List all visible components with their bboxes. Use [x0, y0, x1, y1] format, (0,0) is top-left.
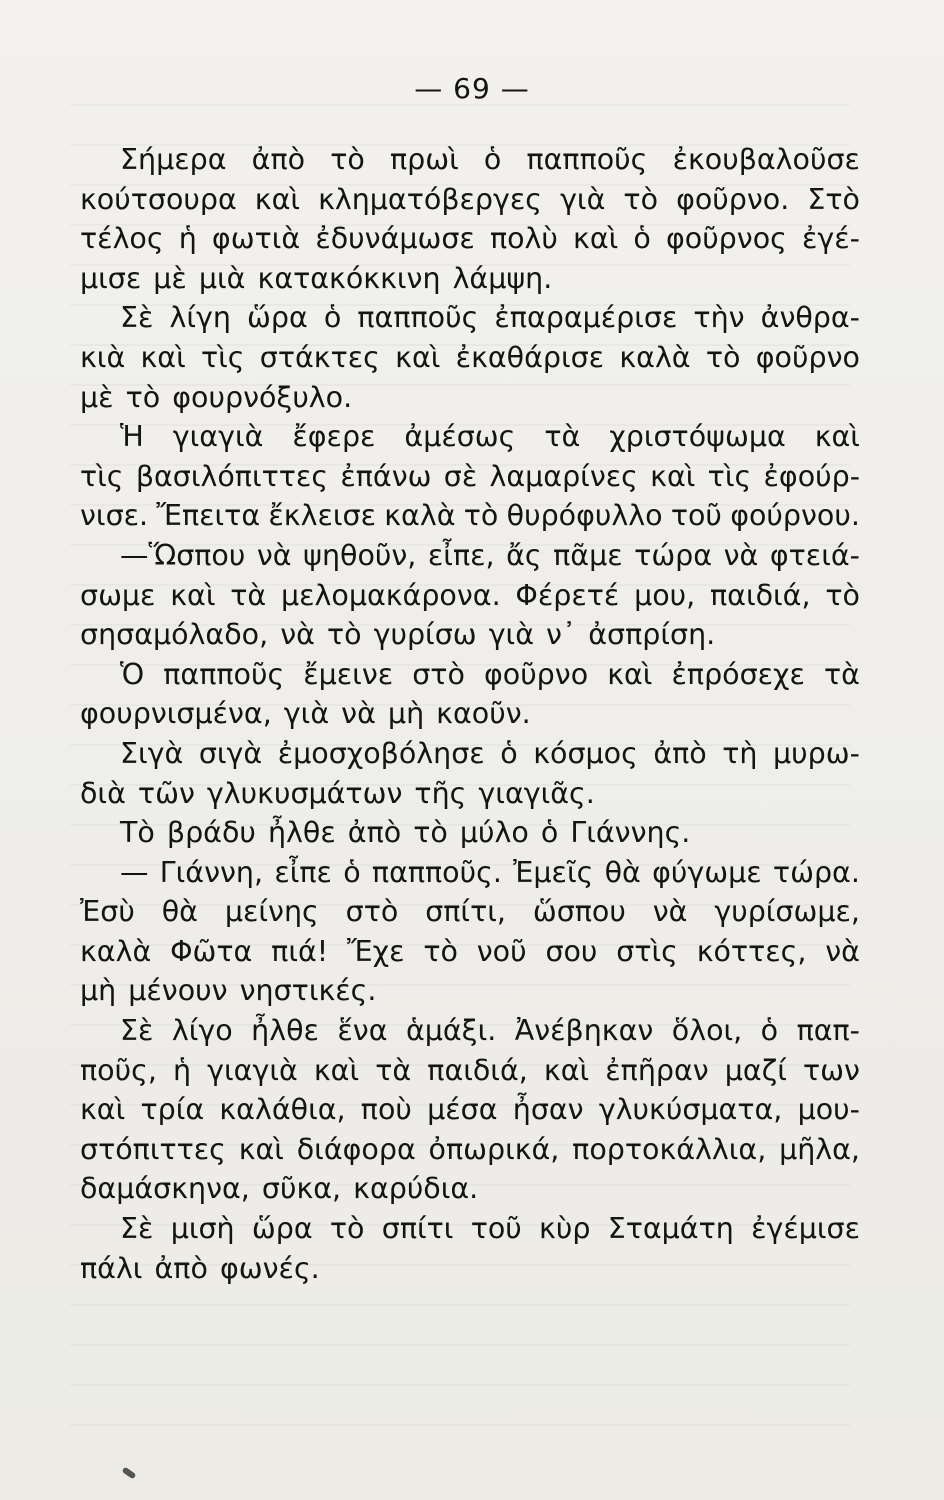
- text-line: πάλι ἀπὸ φωνές.: [80, 1251, 320, 1285]
- word: Σὲ: [120, 301, 154, 335]
- text-line: [80, 338, 860, 378]
- word: καὶ: [573, 222, 619, 256]
- word: ὥρα: [251, 1212, 313, 1246]
- text-line: [80, 496, 860, 536]
- text-line: σησαμόλαδο, νὰ τὸ γυρίσω γιὰ ν᾽ ἀσπρίση.: [80, 618, 716, 652]
- word: —: [120, 855, 149, 889]
- word: ἦλθε: [251, 1014, 319, 1048]
- word: γιαγιὰ: [172, 420, 264, 454]
- word: φοῦρνο.: [676, 182, 790, 216]
- word: Σταμάτη: [607, 1212, 734, 1246]
- word: ἐφούρ-: [763, 459, 860, 493]
- word: καὶ: [543, 1053, 590, 1087]
- word: καλὰ: [619, 340, 691, 374]
- text-line: φουρνισμένα, γιὰ νὰ μὴ καοῦν.: [80, 697, 531, 731]
- word: μυρω-: [773, 736, 860, 770]
- word: φωτιὰ: [211, 222, 301, 256]
- word: κληματόβεργες: [318, 182, 543, 216]
- word: γιὰ: [560, 182, 606, 216]
- word: ἔφερε: [292, 420, 376, 454]
- word: Σὲ: [120, 1014, 154, 1048]
- word: γυρίσωμε,: [714, 895, 860, 929]
- word: μου-: [797, 1093, 860, 1127]
- word: Ἡ: [120, 420, 144, 454]
- word: τοῦ: [470, 1212, 522, 1246]
- text-line: [80, 853, 860, 893]
- word: μέσα: [427, 1093, 498, 1127]
- body-text: [80, 140, 860, 1288]
- text-line: διὰ τῶν γλυκυσμάτων τῆς γιαγιᾶς.: [80, 776, 595, 810]
- word: ἦσαν: [512, 1093, 584, 1127]
- text-line: μὴ μένουν νηστικές.: [80, 974, 377, 1008]
- word: τὰ: [230, 578, 267, 612]
- word: παπποῦς: [163, 657, 285, 691]
- word: τὶς: [201, 340, 245, 374]
- word: Ἐμεῖς: [513, 855, 594, 889]
- page-number: — 69 —: [414, 72, 530, 105]
- word: ἐκουβαλοῦσε: [672, 143, 860, 176]
- word: καὶ: [80, 1093, 126, 1127]
- word: ἡ: [172, 1053, 192, 1087]
- text-line: [80, 536, 860, 576]
- word: τὸ: [705, 340, 741, 374]
- text-line: [80, 1130, 860, 1170]
- word: ἐπρόσεχε: [671, 657, 805, 691]
- text-line: Τὸ βράδυ ἦλθε ἀπὸ τὸ μύλο ὁ Γιάννης.: [120, 816, 691, 850]
- text-line: [80, 219, 860, 259]
- word: ψηθοῦν,: [303, 538, 417, 572]
- word: τὸ: [329, 1212, 365, 1246]
- word: Στὸ: [807, 182, 860, 216]
- word: τὰ: [824, 657, 860, 691]
- word: τὶς: [80, 459, 124, 493]
- word: στάκτες: [259, 340, 380, 374]
- text-line: [80, 734, 860, 774]
- word: ἐπάνω: [340, 459, 432, 493]
- word: φούρνου.: [730, 499, 860, 533]
- text-line: [80, 457, 860, 497]
- word: ὁ: [760, 1014, 779, 1048]
- word: χριστόψωμα: [609, 420, 786, 454]
- word: ἔκλεισε: [268, 499, 376, 533]
- word: καὶ: [254, 182, 301, 216]
- word: τρία: [140, 1093, 205, 1127]
- word: ὁ: [343, 855, 361, 889]
- word: ἐγέ-: [801, 222, 860, 256]
- word: καὶ: [395, 340, 441, 374]
- word: λίγη: [169, 301, 231, 335]
- word: ἔμεινε: [303, 657, 394, 691]
- word: τὸ: [330, 143, 365, 176]
- word: μαζί: [724, 1053, 787, 1087]
- word: τὸ: [825, 578, 860, 612]
- word: τὰ: [544, 420, 581, 454]
- text-line: [80, 892, 860, 932]
- text-line: [80, 1209, 860, 1249]
- word: τοῦ: [670, 499, 722, 533]
- word: Φῶτα: [170, 934, 253, 968]
- word: σπίτι,: [425, 895, 506, 929]
- word: καλὰ: [80, 934, 152, 968]
- word: ὀπωρικά,: [428, 1132, 560, 1166]
- word: κὺρ: [539, 1212, 591, 1246]
- word: κόττες,: [696, 934, 807, 968]
- word: καὶ: [607, 657, 653, 691]
- text-line: [80, 140, 860, 180]
- word: μου,: [634, 578, 696, 612]
- word: γιαγιὰ: [207, 1053, 298, 1087]
- word: σπίτι: [381, 1212, 454, 1246]
- word: καὶ: [650, 459, 696, 493]
- word: παπ-: [796, 1014, 860, 1048]
- word: καὶ: [814, 420, 860, 454]
- word: ἡ: [178, 222, 197, 256]
- word: Ὁ: [120, 657, 145, 691]
- word: ποῦς,: [80, 1053, 157, 1087]
- word: θὰ: [161, 895, 198, 929]
- word: παιδιά,: [710, 578, 811, 612]
- word: πρωὶ: [389, 143, 459, 176]
- word: φοῦρνο: [755, 340, 860, 374]
- word: τώρα.: [772, 855, 860, 889]
- word: βασιλόπιττες: [135, 459, 329, 493]
- text-line: [80, 1090, 860, 1130]
- text-line: [80, 417, 860, 457]
- word: ἄς: [506, 538, 542, 572]
- word: Ἐσὺ: [80, 895, 135, 929]
- word: Ἔχε: [347, 934, 405, 968]
- word: εἶπε: [274, 855, 332, 889]
- word: ἕνα: [337, 1014, 388, 1048]
- word: κόσμος: [533, 736, 638, 770]
- word: στὸ: [345, 895, 399, 929]
- word: ἀπὸ: [251, 143, 306, 176]
- word: μισὴ: [170, 1212, 235, 1246]
- word: των: [802, 1053, 860, 1087]
- word: πᾶμε: [553, 538, 623, 572]
- text-line: μὲ τὸ φουρνόξυλο.: [80, 380, 353, 414]
- word: στὶς: [616, 934, 678, 968]
- word: τὶς: [707, 459, 752, 493]
- word: —Ὥσπου: [120, 538, 246, 572]
- word: Γιάννη,: [159, 855, 264, 889]
- word: ποὺ: [360, 1093, 412, 1127]
- word: τέλος: [80, 222, 164, 256]
- word: γλυκύσματα,: [598, 1093, 783, 1127]
- ink-speck: [122, 1467, 137, 1480]
- word: θὰ: [604, 855, 641, 889]
- word: νισε.: [80, 499, 149, 533]
- word: σὲ: [443, 459, 478, 493]
- text-line: [80, 576, 860, 616]
- word: τὸ: [423, 934, 458, 968]
- word: φύγωμε: [652, 855, 762, 889]
- word: Ἀνέβηκαν: [514, 1014, 654, 1048]
- word: ὥσπου: [532, 895, 626, 929]
- word: νὰ: [723, 538, 759, 572]
- word: μελομακάρονα.: [281, 578, 501, 612]
- word: καὶ: [313, 1053, 360, 1087]
- word: τὴν: [693, 301, 745, 335]
- word: μῆλα,: [779, 1132, 860, 1166]
- word: στὸ: [412, 657, 465, 691]
- word: ἀπὸ: [653, 736, 707, 770]
- word: ἐπαραμέρισε: [494, 301, 678, 335]
- word: θυρόφυλλο: [506, 499, 663, 533]
- word: σιγὰ: [198, 736, 263, 770]
- word: εἶπε,: [427, 538, 495, 572]
- word: τὸ: [463, 499, 499, 533]
- word: παπποῦς: [526, 143, 648, 176]
- word: κούτσουρα: [80, 182, 237, 216]
- word: παπποῦς.: [371, 855, 502, 889]
- word: μείνης: [224, 895, 319, 929]
- word: Φέρετέ: [515, 578, 620, 612]
- word: λαμαρίνες: [489, 459, 638, 493]
- word: ἐκαθάρισε: [455, 340, 605, 374]
- text-line: [80, 298, 860, 338]
- word: ἐπῆραν: [605, 1053, 709, 1087]
- word: νὰ: [256, 538, 292, 572]
- word: σωμε: [80, 578, 156, 612]
- word: πορτοκάλλια,: [572, 1132, 767, 1166]
- word: στόπιττες: [80, 1132, 226, 1166]
- text-line: [80, 180, 860, 220]
- word: Σὲ: [120, 1212, 154, 1246]
- text-line: [80, 1011, 860, 1051]
- word: ὅλοι,: [671, 1014, 743, 1048]
- word: ὁ: [500, 736, 518, 770]
- word: Σήμερα: [120, 143, 227, 176]
- word: λίγο: [171, 1014, 233, 1048]
- word: ἀνθρα-: [760, 301, 860, 335]
- word: φτειά-: [769, 538, 860, 572]
- word: νὰ: [825, 934, 860, 968]
- word: καὶ: [170, 578, 216, 612]
- text-line: [80, 932, 860, 972]
- word: ἐγέμισε: [751, 1212, 860, 1246]
- word: ὁ: [483, 143, 502, 176]
- word: νοῦ: [476, 934, 527, 968]
- word: καλὰ: [384, 499, 456, 533]
- word: νὰ: [652, 895, 688, 929]
- word: Ἔπειτα: [156, 499, 261, 533]
- text-line: [80, 655, 860, 695]
- word: τὸ: [623, 182, 659, 216]
- word: παπποῦς: [357, 301, 479, 335]
- word: ἐμοσχοβόλησε: [277, 736, 485, 770]
- text-line: μισε μὲ μιὰ κατακόκκινη λάμψη.: [80, 261, 553, 295]
- word: καὶ: [238, 1132, 284, 1166]
- word: κιὰ: [80, 340, 126, 374]
- word: ἐδυνάμωσε: [315, 222, 475, 256]
- word: τὴ: [722, 736, 758, 770]
- word: παιδιά,: [427, 1053, 528, 1087]
- word: τὰ: [375, 1053, 412, 1087]
- word: ὥρα: [247, 301, 308, 335]
- word: σου: [545, 934, 598, 968]
- word: πολὺ: [489, 222, 558, 256]
- word: καὶ: [140, 340, 186, 374]
- word: ὁ: [323, 301, 342, 335]
- word: Σιγὰ: [120, 736, 184, 770]
- word: τώρα: [634, 538, 713, 572]
- text-line: [80, 1051, 860, 1091]
- word: πιά!: [271, 934, 329, 968]
- word: φοῦρνο: [483, 657, 589, 691]
- word: ἁμάξι.: [405, 1014, 497, 1048]
- word: φοῦρνος: [665, 222, 787, 256]
- word: καλάθια,: [219, 1093, 346, 1127]
- text-line: δαμάσκηνα, σῦκα, καρύδια.: [80, 1172, 479, 1206]
- word: ὁ: [633, 222, 651, 256]
- word: διάφορα: [296, 1132, 416, 1166]
- word: ἀμέσως: [404, 420, 516, 454]
